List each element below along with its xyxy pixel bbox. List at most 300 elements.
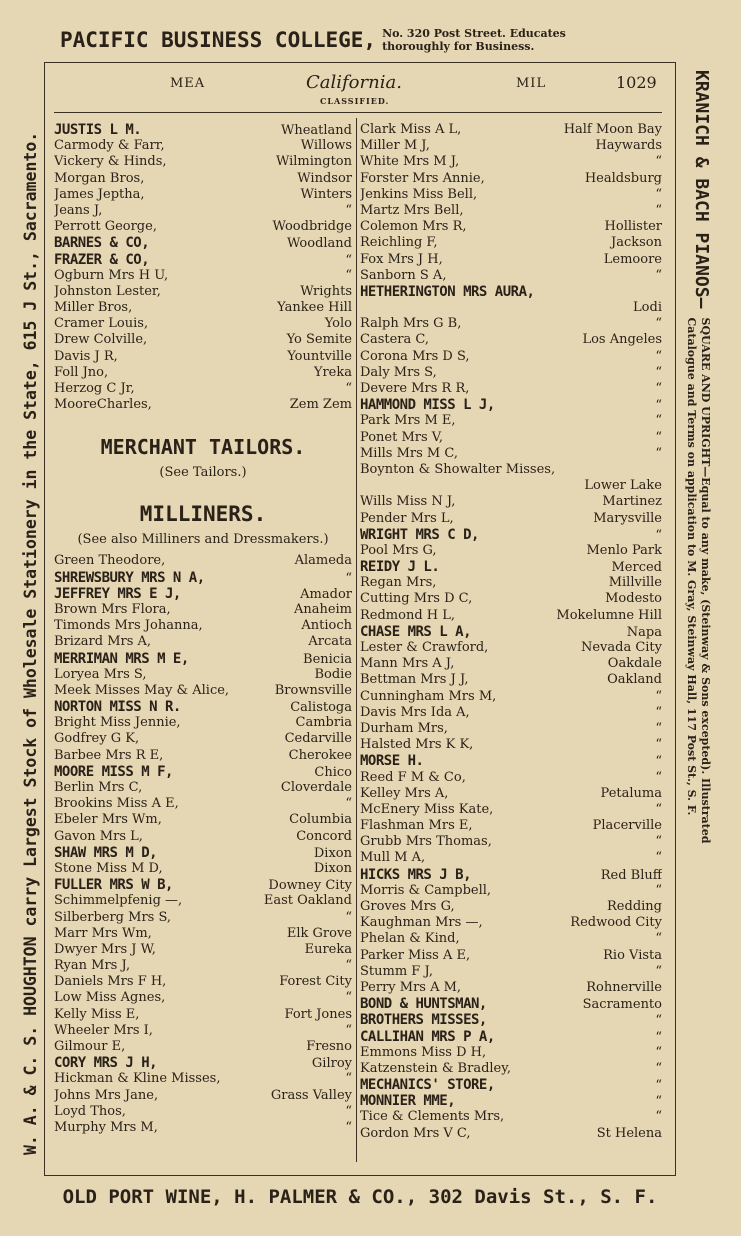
directory-entry [360,219,662,235]
directory-entry [360,980,662,996]
entry-name: Pool Mrs G, [360,542,437,558]
directory-entry [54,203,352,219]
entry-location: “ [655,963,662,979]
entry-name: Parker Miss A E, [360,947,471,963]
entry-name: WRIGHT MRS C D, [360,526,479,543]
directory-entry [54,316,352,332]
entry-name: Gordon Mrs V C, [360,1125,471,1141]
page-title: California. [306,72,402,93]
entry-location: Zem Zem [289,397,352,413]
entry-location: Mokelumne Hill [556,607,662,623]
directory-entry [360,1045,662,1061]
entry-name: Johnston Lester, [54,283,161,299]
directory-entry [54,634,352,650]
left-column [54,122,352,1136]
entry-name: Ryan Mrs J, [54,958,131,974]
directory-entry [360,235,662,251]
entry-location: Red Bluff [600,867,662,883]
entry-name: Ogburn Mrs H U, [54,267,169,283]
directory-entry [54,764,352,780]
directory-entry [54,683,352,699]
entry-name: Davis J R, [54,348,118,364]
directory-entry [54,154,352,170]
entry-name: Perry Mrs A M, [360,979,462,995]
entry-name: FRAZER & CO, [54,251,150,268]
directory-entry [360,543,662,559]
directory-entry [360,430,662,446]
entry-location: “ [345,252,352,268]
entry-name: HAMMOND MISS L J, [360,397,495,414]
entry-name: MOORE MISS M F, [54,763,173,780]
entry-name: Daly Mrs S, [360,364,437,380]
directory-entry [54,974,352,990]
entry-location: Yreka [313,364,352,380]
directory-entry [360,284,662,300]
directory-entry [360,300,662,316]
entry-location: Oakland [607,672,662,688]
directory-entry [54,618,352,634]
entry-name: Tice & Clements Mrs, [360,1109,505,1125]
directory-entry [54,731,352,747]
entry-name: Hickman & Kline Misses, [54,1071,221,1087]
entry-name: Kelly Miss E, [54,1006,140,1022]
entry-location: Calistoga [290,700,352,716]
entry-location: Anaheim [293,601,352,617]
entry-name: Morgan Bros, [54,170,145,186]
directory-entry [54,365,352,381]
entry-name: Emmons Miss D H, [360,1044,487,1060]
directory-entry [360,964,662,980]
entry-name: FULLER MRS W B, [54,877,173,894]
directory-entry [54,1007,352,1023]
entry-name: Kelley Mrs A, [360,785,449,801]
directory-entry [54,699,352,715]
entry-name: Miller Bros, [54,300,133,316]
directory-entry [54,845,352,861]
directory-entry [54,219,352,235]
entry-name: Barbee Mrs R E, [54,747,164,763]
directory-entry [360,883,662,899]
entry-name: Gilmour E, [54,1039,126,1054]
entry-location: Fresno [306,1039,352,1054]
entry-name: Bettman Mrs J J, [360,672,469,688]
entry-location: Grass Valley [270,1087,352,1103]
entry-name: Fox Mrs J H, [360,251,443,267]
entry-name: Stumm F J, [360,963,434,979]
entry-location: Jackson [611,235,662,251]
entry-location: Brownsville [274,682,352,698]
entry-location: “ [655,737,662,753]
directory-entry [360,171,662,187]
entry-location: Rio Vista [603,947,662,963]
entry-location: Nevada City [580,640,662,655]
section-note: (See Tailors.) [159,465,247,481]
directory-entry [54,252,352,268]
directory-entry [360,316,662,332]
entry-location: Lodi [633,300,662,316]
entry-name: Brown Mrs Flora, [54,601,171,617]
entry-name: Martz Mrs Bell, [360,202,464,218]
entry-name: Vickery & Hinds, [54,154,167,170]
entry-location: “ [655,267,662,283]
entry-name: Jeans J, [54,202,103,218]
entry-location: Willows [300,138,352,154]
entry-location: Merced [611,560,662,576]
entry-name: Cutting Mrs D C, [360,591,473,607]
entry-location: “ [345,267,352,283]
directory-entry [360,559,662,575]
entry-name: James Jeptha, [54,186,145,202]
top-ad-tagline-line2: thoroughly for Business. [382,40,535,53]
entry-name: Reichling F, [360,235,438,251]
entry-location: “ [655,769,662,785]
entry-location: Los Angeles [582,332,662,348]
directory-entry [54,187,352,203]
directory-entry [360,591,662,607]
directory-entry [54,1088,352,1104]
entry-location: Forest City [279,974,352,990]
directory-entry [360,1012,662,1028]
entry-name: Ralph Mrs G B, [360,316,462,332]
directory-entry [360,1093,662,1109]
entry-name: White Mrs M J, [360,154,460,170]
directory-entry [360,462,662,478]
directory-entry [54,553,352,569]
directory-entry [54,122,352,138]
entry-location: Oakdale [607,656,662,672]
entry-name: Halsted Mrs K K, [360,737,474,753]
directory-entry [360,381,662,397]
header-rule [54,112,662,113]
entry-name: Kaughman Mrs —, [360,915,483,931]
directory-entry [360,753,662,769]
entry-name: Boynton & Showalter Misses, [360,461,556,477]
directory-entry [54,780,352,796]
directory-entry [54,602,352,618]
directory-entry [54,171,352,187]
entry-name: Carmody & Farr, [54,138,165,154]
entry-location: Wheatland [280,123,352,138]
entry-name: SHREWSBURY MRS N A, [54,569,205,586]
entry-location: St Helena [596,1125,662,1141]
entry-location: “ [655,1060,662,1076]
entry-name: Groves Mrs G, [360,899,455,914]
entry-location: “ [345,958,352,974]
directory-entry [360,899,662,915]
entry-name: REIDY J L. [360,559,440,576]
entry-name: Ebeler Mrs Wm, [54,812,162,828]
entry-location: “ [655,1078,662,1094]
entry-location: Cloverdale [280,780,352,795]
entry-location: “ [345,990,352,1006]
header-left-guide: MEA [170,76,206,91]
right-ad-text-line1: SQUARE AND UPRIGHT—Equal to any make, (Steinway & Sons excepted). Illustrated [699,317,712,844]
directory-entry [54,1104,352,1120]
directory-entry [54,268,352,284]
entry-location: Cambria [295,715,352,731]
entry-location: “ [655,445,662,461]
directory-entry [360,608,662,624]
entry-name: Loyd Thos, [54,1103,126,1119]
directory-entry [360,786,662,802]
entry-location: Winters [300,186,352,202]
directory-entry [360,705,662,721]
entry-name: Mann Mrs A J, [360,656,455,672]
entry-location: Lemoore [603,251,662,267]
entry-location: “ [655,754,662,770]
directory-entry [360,1077,662,1093]
entry-name: Cunningham Mrs M, [360,688,497,704]
entry-location: Lower Lake [584,478,662,494]
right-margin-advertisement [678,70,712,1150]
top-ad-tagline-line1: No. 320 Post Street. Educates [382,27,566,40]
entry-name: MERRIMAN MRS M E, [54,650,189,667]
entry-location: East Oakland [263,893,352,909]
entry-name: MooreCharles, [54,397,152,413]
entry-location: Bodie [314,666,352,682]
entry-name: Dwyer Mrs J W, [54,941,156,957]
directory-entry [54,829,352,845]
entry-name: BARNES & CO, [54,235,150,252]
entry-name: Lester & Crawford, [360,640,489,655]
entry-name: Brookins Miss A E, [54,796,179,812]
directory-entry [54,958,352,974]
entry-name: SHAW MRS M D, [54,844,158,861]
entry-name: Durham Mrs, [360,720,448,736]
entry-location: Cedarville [284,731,352,747]
entry-name: Brizard Mrs A, [54,634,152,650]
directory-entry [360,689,662,705]
entry-name: Sanborn S A, [360,267,447,283]
entry-location: “ [655,348,662,364]
entry-name: Wheeler Mrs I, [54,1022,153,1038]
entry-name: Wills Miss N J, [360,494,456,510]
entry-location: Martinez [602,494,662,510]
section-title: MILLINERS. [139,502,267,527]
entry-name: Pender Mrs L, [360,510,454,526]
directory-entry [54,284,352,300]
directory-entry [54,1071,352,1087]
entry-location: Concord [296,828,352,844]
entry-location: Modesto [605,591,662,607]
header-right-guide: MIL [516,76,547,91]
column-divider [356,118,357,1162]
directory-entry [360,511,662,527]
directory-entry [54,990,352,1006]
directory-entry [360,365,662,381]
entry-name: CORY MRS J H, [54,1055,158,1072]
entry-name: Regan Mrs, [360,575,437,591]
page-subtitle: CLASSIFIED. [320,96,390,106]
directory-entry [360,187,662,203]
top-ad-title: PACIFIC BUSINESS COLLEGE, [60,28,377,52]
directory-entry [360,446,662,462]
top-ad-tagline [382,27,566,53]
directory-entry [54,796,352,812]
directory-entry [360,1109,662,1125]
entry-location: Yountville [287,348,352,364]
entry-name: Grubb Mrs Thomas, [360,834,492,850]
entry-name: Miller M J, [360,138,430,154]
entry-location: “ [655,316,662,332]
directory-entry [360,996,662,1012]
entry-name: Flashman Mrs E, [360,818,473,834]
directory-entry [360,867,662,883]
entry-location: “ [655,1029,662,1045]
directory-entry [360,494,662,510]
entry-name: Foll Jno, [54,364,109,380]
entry-name: HICKS MRS J B, [360,866,472,883]
entry-location: Napa [626,624,662,640]
entry-location: Dixon [313,845,352,861]
directory-entry [360,413,662,429]
directory-entry [360,349,662,365]
entry-name: Jenkins Miss Bell, [360,186,478,202]
directory-entry [360,948,662,964]
entry-location: Alameda [294,553,352,569]
entry-location: “ [655,413,662,429]
entry-name: JEFFREY MRS E J, [54,585,181,602]
directory-entry [54,861,352,877]
entry-name: Reed F M & Co, [360,769,466,785]
entry-name: Drew Colville, [54,332,148,348]
entry-name: Silberberg Mrs S, [54,909,172,925]
directory-entry [360,770,662,786]
directory-entry [54,1055,352,1071]
directory-entry [54,332,352,348]
milliners-section-heading [54,502,352,547]
entry-location: Woodland [286,236,352,252]
entry-location: “ [655,202,662,218]
entry-location: “ [345,1022,352,1038]
section-title: MERCHANT TAILORS. [100,435,306,460]
entry-name: Low Miss Agnes, [54,990,166,1006]
entry-name: Devere Mrs R R, [360,381,470,396]
directory-entry [360,915,662,931]
directory-entry [360,203,662,219]
directory-entry [54,910,352,926]
directory-entry [54,570,352,586]
entry-name: Ponet Mrs V, [360,429,444,445]
directory-entry [360,575,662,591]
entry-location: Yankee Hill [277,300,352,316]
directory-entry [54,942,352,958]
entry-location: Benicia [303,651,352,667]
merchant-tailors-section-heading [54,435,352,480]
entry-location: Woodbridge [272,219,352,235]
entry-location: “ [655,720,662,736]
entry-name: MECHANICS' STORE, [360,1077,495,1094]
directory-entry [360,850,662,866]
entry-location: Redwood City [570,915,662,931]
entry-name: Forster Mrs Annie, [360,170,485,186]
entry-location: Petaluma [600,785,662,801]
directory-entry [360,931,662,947]
directory-entry [360,624,662,640]
entry-name: Meek Misses May & Alice, [54,682,230,698]
entry-name: Mills Mrs M C, [360,445,458,461]
section-note: (See also Milliners and Dressmakers.) [77,532,329,548]
entry-location: Cherokee [288,747,352,763]
entry-location: “ [655,688,662,704]
entry-location: Fort Jones [284,1006,352,1022]
directory-entry [360,737,662,753]
entry-name: BOND & HUNTSMAN, [360,996,487,1013]
entry-location: “ [345,909,352,925]
entry-name: NORTON MISS N R. [54,699,181,716]
directory-entry [360,154,662,170]
entry-location: Downey City [268,878,352,894]
entry-location: Dixon [313,860,352,876]
entry-location: “ [345,1103,352,1119]
entry-name: Morris & Campbell, [360,882,492,898]
entry-location: Chico [314,764,352,780]
entry-location: Antioch [301,618,352,634]
entry-location: “ [655,931,662,947]
entry-location: Yolo [324,316,352,332]
entry-name: Bright Miss Jennie, [54,715,181,731]
entry-location: “ [655,1044,662,1060]
directory-entry [54,926,352,942]
entry-name: BROTHERS MISSES, [360,1012,487,1029]
directory-entry [360,1029,662,1045]
entry-name: Clark Miss A L, [360,122,462,137]
directory-entry [54,381,352,397]
directory-entry [360,397,662,413]
directory-entry [360,721,662,737]
entry-name: Cramer Louis, [54,316,149,332]
directory-entry [360,252,662,268]
entry-name: Godfrey G K, [54,731,140,747]
entry-location: Menlo Park [586,542,662,558]
top-advertisement [60,22,700,58]
entry-name: Castera C, [360,332,429,348]
directory-entry [54,1023,352,1039]
entry-location: Wilmington [275,154,352,170]
entry-location: “ [655,398,662,414]
entry-name: Schimmelpfenig —, [54,893,183,909]
directory-entry [360,656,662,672]
directory-entry [54,748,352,764]
entry-location: “ [655,381,662,396]
entry-location: “ [655,186,662,202]
entry-location: Millville [608,575,662,591]
entry-name: Johns Mrs Jane, [54,1087,159,1103]
directory-entry [54,877,352,893]
entry-location: “ [345,570,352,586]
entry-location: “ [655,850,662,866]
entry-location: Haywards [595,138,662,154]
entry-location: “ [655,1094,662,1110]
directory-entry [360,1061,662,1077]
entry-name: CALLIHAN MRS P A, [360,1028,495,1045]
directory-entry [360,802,662,818]
entry-name: Park Mrs M E, [360,413,456,429]
directory-entry [54,893,352,909]
directory-entry [54,235,352,251]
entry-location: Placerville [592,818,662,834]
entry-name: Corona Mrs D S, [360,348,470,364]
directory-entry [54,1039,352,1055]
entry-location: “ [345,381,352,396]
entry-name: MORSE H. [360,753,424,770]
entry-location: Yo Semite [286,332,352,348]
directory-entry [360,834,662,850]
directory-entry [54,667,352,683]
entry-location: Sacramento [582,997,662,1013]
entry-location: Columbia [289,812,352,828]
entry-location: “ [655,801,662,817]
